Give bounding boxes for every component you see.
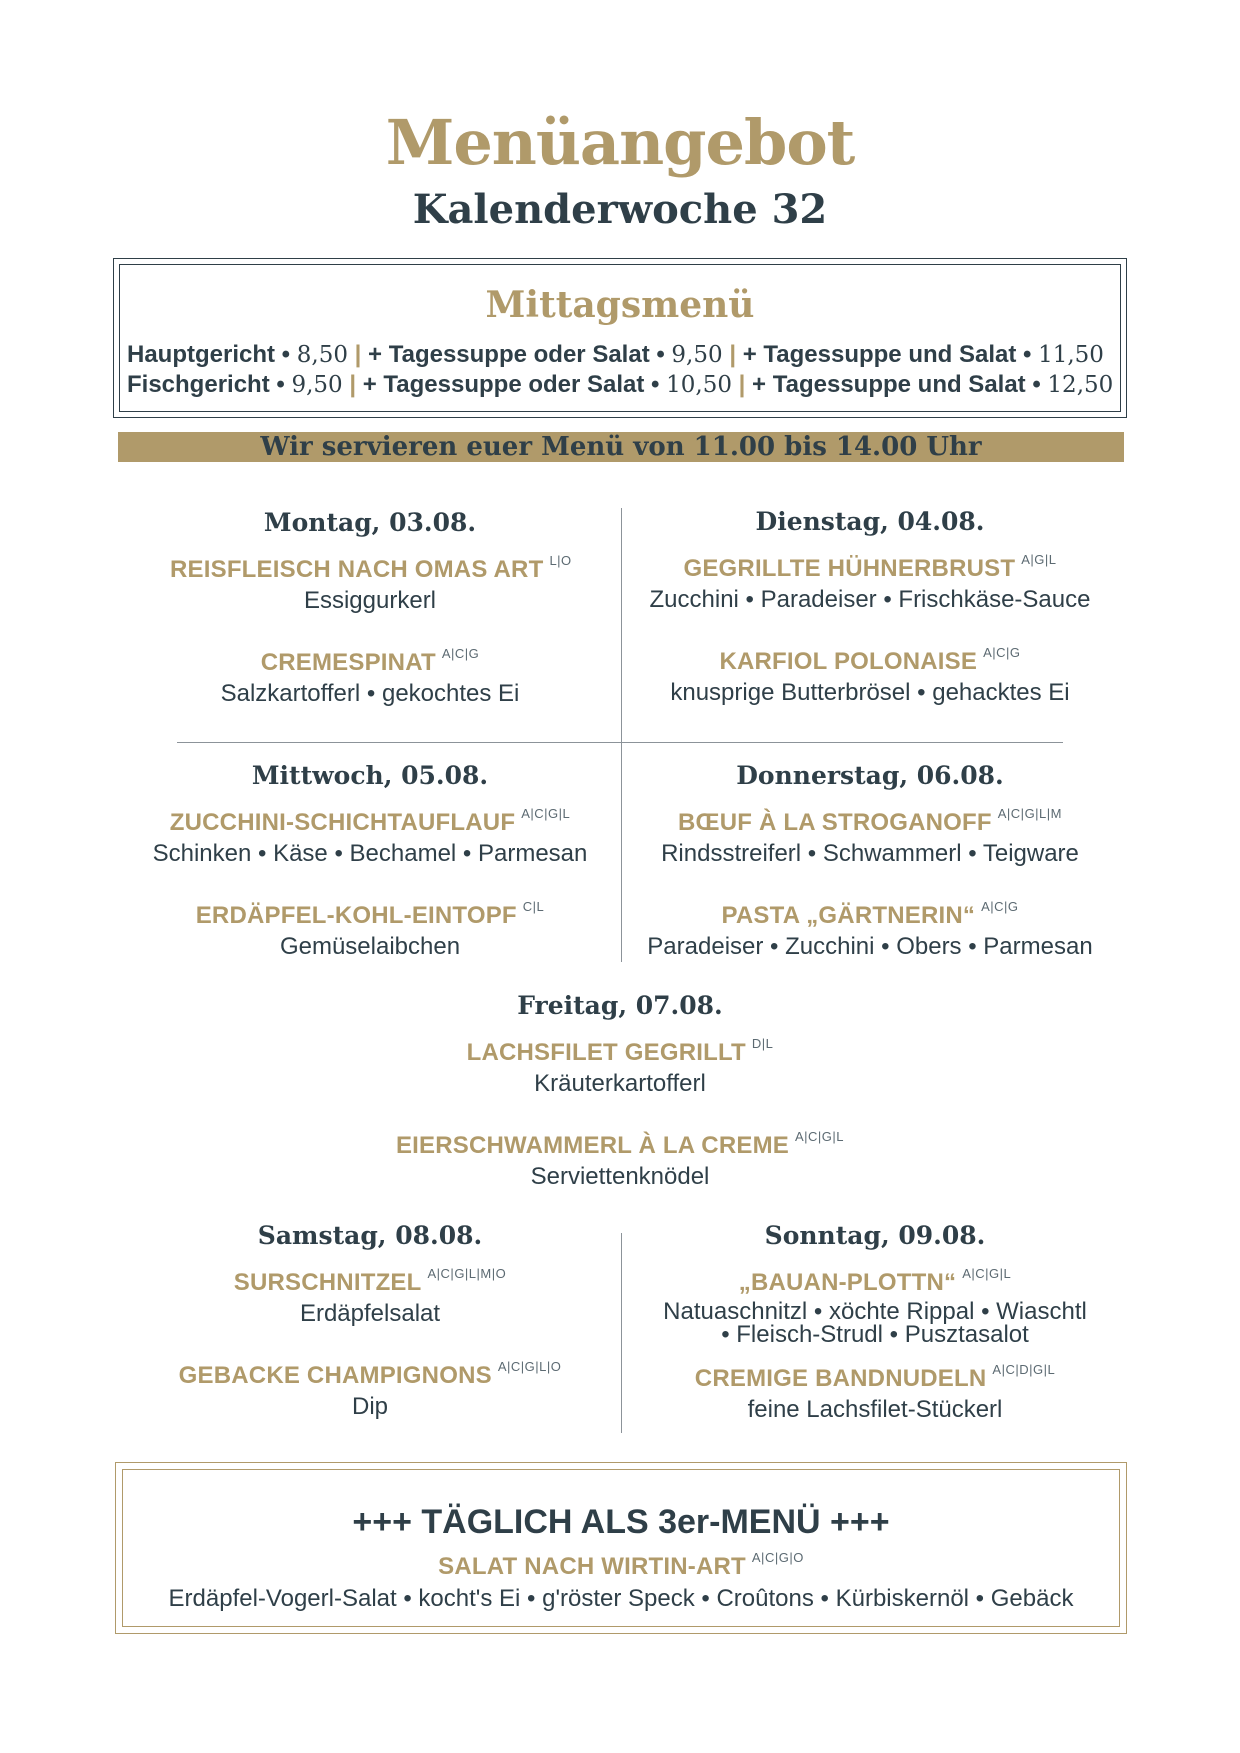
dish [140, 899, 600, 961]
allergen-codes: L|O [549, 553, 572, 568]
allergen-codes: A|C|G|O [751, 1550, 804, 1565]
dish-description: Schinken • Käse • Bechamel • Parmesan [152, 840, 588, 867]
soup-and-salad-label: + Tagessuppe und Salat • [752, 371, 1041, 398]
day-heading: Dienstag, 04.08. [755, 507, 985, 536]
dish [170, 553, 572, 614]
price-separator: | [349, 371, 357, 398]
dish-name: CREMESPINAT [260, 649, 436, 677]
page-title: Menüangebot [385, 106, 855, 179]
dish-name: LACHSFILET GEGRILLT [466, 1039, 746, 1066]
allergen-codes: A|C|G|L [962, 1266, 1012, 1281]
dish-name: CREMIGE BANDNUDELN [694, 1364, 987, 1392]
day-monday [170, 510, 570, 706]
lunch-price-box [113, 258, 1127, 418]
dish-name: ZUCCHINI-SCHICHTAUFLAUF [169, 809, 516, 836]
day-thursday [640, 763, 1100, 959]
soup-or-salad-label: + Tagessuppe oder Salat • [362, 371, 660, 398]
dish-name: BŒUF À LA STROGANOFF [678, 809, 992, 836]
day-heading: Samstag, 08.08. [257, 1221, 483, 1250]
allergen-codes: A|C|G|L|M [997, 806, 1062, 821]
dish-description: Paradeiser • Zucchini • Obers • Parmesan [647, 933, 1093, 961]
dish [380, 1129, 860, 1191]
dish [650, 1266, 1100, 1348]
row-divider [177, 742, 1063, 743]
allergen-codes: C|L [522, 899, 545, 915]
day-tuesday [640, 509, 1100, 705]
price-line-fish [127, 373, 1117, 397]
allergen-codes: A|C|G|L|O [497, 1359, 562, 1375]
dish-description: Kräuterkartofferl [534, 1070, 706, 1097]
dish-description: knusprige Butterbrösel • gehacktes Ei [670, 679, 1070, 707]
serving-hours-banner: Wir servieren euer Menü von 11.00 bis 14.00 Uhr [118, 432, 1124, 462]
dish [640, 899, 1100, 961]
dish [640, 645, 1100, 707]
dish [170, 1266, 570, 1327]
dish [170, 1359, 570, 1421]
dish [170, 646, 570, 708]
soup-and-salad-price: 12,50 [1047, 372, 1114, 398]
price-separator: | [354, 341, 362, 368]
price-separator: | [738, 371, 746, 398]
day-friday [380, 993, 860, 1189]
daily-menu-title: +++ TÄGLICH ALS 3er-MENÜ +++ [352, 1503, 890, 1541]
allergen-codes: A|C|G|L|M|O [427, 1266, 507, 1281]
lunch-menu-title: Mittagsmenü [485, 284, 755, 326]
fish-dish-label: Fischgericht • [127, 371, 285, 398]
soup-or-salad-price: 9,50 [671, 342, 723, 368]
column-divider [621, 1233, 622, 1433]
dish-name: ERDÄPFEL-KOHL-EINTOPF [195, 902, 517, 930]
allergen-codes: A|C|G [983, 645, 1021, 661]
dish-description: Rindsstreiferl • Schwammerl • Teigware [661, 840, 1079, 867]
day-sunday [650, 1223, 1100, 1422]
dish-name: REISFLEISCH NACH OMAS ART [170, 556, 544, 583]
dish-description: Serviettenknödel [530, 1163, 710, 1191]
dish-description: Zucchini • Paradeiser • Frischkäse-Sauce [649, 586, 1091, 613]
soup-and-salad-label: + Tagessuppe und Salat • [742, 341, 1032, 368]
dish [640, 552, 1100, 613]
day-wednesday [140, 763, 600, 959]
soup-or-salad-label: + Tagessuppe oder Salat • [368, 341, 665, 368]
soup-or-salad-price: 10,50 [666, 372, 732, 398]
dish-name: EIERSCHWAMMERL À LA CREME [395, 1132, 789, 1160]
calendar-week-subtitle: Kalenderwoche 32 [412, 186, 828, 233]
dish-name: PASTA „GÄRTNERIN“ [721, 902, 976, 930]
daily-menu-box [115, 1462, 1127, 1634]
dish-name: SALAT NACH WIRTIN-ART [438, 1553, 746, 1580]
dish [650, 1361, 1100, 1423]
allergen-codes: A|C|G|L [521, 806, 571, 821]
dish-description: Erdäpfelsalat [299, 1300, 441, 1327]
dish-description: Essiggurkerl [303, 587, 437, 614]
dish-name: KARFIOL POLONAISE [719, 648, 978, 676]
dish [640, 806, 1100, 867]
main-dish-label: Hauptgericht • [127, 341, 291, 368]
dish-name: „BAUAN-PLOTTN“ [738, 1269, 957, 1296]
dish-name: GEBACKE CHAMPIGNONS [178, 1362, 492, 1390]
column-divider [621, 508, 622, 962]
dish-name: GEGRILLTE HÜHNERBRUST [683, 555, 1016, 582]
allergen-codes: A|G|L [1021, 552, 1057, 567]
dish-description: feine Lachsfilet-Stückerl [747, 1395, 1003, 1423]
allergen-codes: D|L [751, 1036, 774, 1051]
price-separator: | [729, 341, 737, 368]
day-heading: Montag, 03.08. [263, 508, 477, 537]
allergen-codes: A|C|D|G|L [992, 1361, 1056, 1377]
price-line-main [127, 343, 1117, 367]
day-heading: Donnerstag, 06.08. [736, 761, 1004, 790]
dish [380, 1036, 860, 1097]
day-heading: Mittwoch, 05.08. [251, 761, 489, 790]
dish-description: Salzkartofferl • gekochtes Ei [220, 680, 520, 708]
day-heading: Freitag, 07.08. [517, 991, 723, 1020]
allergen-codes: A|C|G|L [794, 1129, 845, 1145]
dish [140, 806, 600, 867]
dish-name: SURSCHNITZEL [233, 1269, 422, 1296]
dish-description: Natuaschnitzl • xöchte Rippal • Wiaschtl • Fleisch-Strudl • Pusztasalot [663, 1298, 1087, 1348]
dish-description: Gemüselaibchen [279, 933, 461, 961]
day-saturday [170, 1223, 570, 1419]
dish-description: Dip [351, 1393, 388, 1421]
dish-description: Erdäpfel-Vogerl-Salat • kocht's Ei • g'röster Speck • Croûtons • Kürbiskernöl • Gebäck [168, 1585, 1074, 1612]
main-dish-price: 8,50 [296, 342, 348, 368]
day-heading: Sonntag, 09.08. [764, 1221, 986, 1250]
allergen-codes: A|C|G [441, 646, 480, 662]
fish-dish-price: 9,50 [291, 372, 343, 398]
allergen-codes: A|C|G [981, 899, 1019, 915]
soup-and-salad-price: 11,50 [1038, 342, 1104, 368]
